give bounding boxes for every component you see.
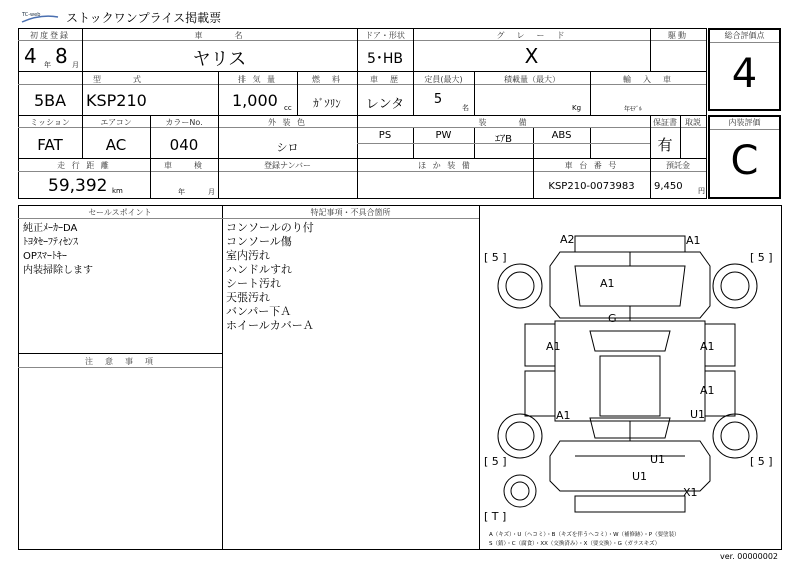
mission-label: ミッション: [30, 118, 70, 127]
displacement-label: 排 気 量: [237, 75, 278, 84]
fuel-label: 燃 料: [312, 75, 342, 84]
capacity: 5: [433, 92, 443, 107]
damage-code: A1: [700, 384, 715, 397]
damage-legend-line-2: S（錆）・C（腐食）・XX（交換済み）・X（要交換）・G（ガラスキズ）: [489, 541, 661, 547]
list-item: シート汚れ: [226, 277, 281, 290]
sales-points-list: [23, 222, 93, 278]
other-equipment-label: ほ か 装 備: [418, 161, 472, 170]
color-no: 040: [169, 136, 199, 154]
grade: X: [524, 44, 539, 68]
deposit-label: 預託金: [666, 161, 690, 170]
damage-code: A2: [560, 233, 575, 246]
tire-count-rear-right: [ 5 ]: [750, 455, 773, 468]
warranty: 有: [657, 136, 673, 154]
displacement-unit: cc: [284, 104, 292, 112]
list-item: バンパー下Ａ: [226, 305, 292, 318]
recall-label: 取説: [685, 118, 701, 127]
damage-code: U1: [650, 453, 666, 466]
list-item: ホイールカバーＡ: [226, 319, 314, 332]
exterior-color-label: 外 装 色: [267, 118, 308, 127]
remarks-list: [226, 221, 314, 333]
spare-tire-label: [ T ]: [484, 510, 507, 523]
damage-code: A1: [686, 234, 701, 247]
first-reg-month: 4: [24, 44, 37, 68]
history: レンタ: [365, 97, 405, 112]
damage-code: A1: [700, 340, 715, 353]
logo: [20, 10, 60, 22]
overall-score: 4: [731, 51, 758, 97]
mileage: 59,392: [48, 176, 108, 196]
equipment-airbag: ｴｱB: [495, 134, 512, 145]
mission: FAT: [37, 136, 63, 154]
interior-score-label: 内装評価: [710, 117, 779, 130]
first-reg-year-unit: 年: [44, 61, 51, 69]
model-prefix: 5BA: [33, 91, 67, 110]
list-item: ﾄﾖﾀｾｰﾌﾃｨｾﾝｽ: [23, 237, 78, 248]
overall-score-box: [708, 28, 781, 111]
deposit-unit: 円: [698, 187, 705, 195]
first-reg-label: 初度登録: [30, 31, 70, 40]
logo-text: TC-web: [22, 12, 41, 18]
list-item: OPｽﾏｰﾄｷｰ: [23, 251, 67, 262]
mileage-label: 走 行 距 離: [57, 161, 111, 170]
list-item: 内装掃除します: [23, 265, 93, 276]
overall-score-label: 総合評価点: [710, 30, 779, 43]
damage-code: A1: [600, 277, 615, 290]
tire-front-left-icon: [498, 264, 542, 308]
equipment-abs: ABS: [551, 130, 572, 141]
drive-label: 駆動: [668, 31, 688, 40]
list-item: 室内汚れ: [226, 249, 270, 262]
capacity-unit: 名: [462, 104, 469, 112]
damage-code: X1: [683, 486, 698, 499]
inspection-year-unit: 年: [178, 188, 185, 196]
history-label: 車 歴: [370, 75, 400, 84]
grade-label: グ レ ー ド: [496, 31, 567, 40]
tire-rear-left-icon: [498, 414, 542, 458]
remarks-label: 特記事項・不具合箇所: [310, 208, 391, 217]
tire-rear-right-icon: [713, 414, 757, 458]
damage-code: U1: [690, 408, 706, 421]
list-item: コンソールのり付: [226, 221, 314, 234]
damage-code: U1: [632, 470, 648, 483]
displacement: 1,000: [232, 91, 278, 110]
warranty-label: 保証書: [653, 118, 677, 127]
fuel: ｶﾞｿﾘﾝ: [313, 97, 341, 110]
first-reg-day: 8: [55, 44, 68, 68]
equipment-pw: PW: [435, 130, 452, 141]
damage-code: A1: [546, 340, 561, 353]
import-model: 年ﾓﾃﾞﾙ: [624, 106, 643, 113]
model: KSP210: [86, 91, 147, 110]
car-outline-icon: [525, 236, 735, 512]
tire-count-rear-left: [ 5 ]: [484, 455, 507, 468]
list-item: コンソール傷: [226, 235, 292, 248]
interior-score-box: [708, 115, 781, 199]
damage-code: G: [608, 312, 617, 325]
chassis-no-label: 車 台 番 号: [564, 161, 619, 170]
interior-score: C: [730, 138, 759, 184]
inspection-label: 車 検: [164, 161, 204, 170]
first-reg-month-unit: 月: [72, 61, 79, 69]
car-name: ヤリス: [192, 49, 247, 70]
notes-label: 注 意 事 項: [85, 357, 155, 366]
spare-tire-icon: [504, 475, 536, 507]
list-item: ハンドルすれ: [226, 263, 292, 276]
inspection-month-unit: 月: [208, 188, 215, 196]
list-item: 天張汚れ: [226, 291, 270, 304]
damage-code: A1: [556, 409, 571, 422]
capacity-label: 定員(最大): [424, 75, 463, 84]
exterior-color: シロ: [276, 141, 299, 154]
deposit: 9,450: [654, 181, 683, 192]
import-label: 輸 入 車: [623, 75, 673, 84]
tire-count-front-left: [ 5 ]: [484, 251, 507, 264]
model-type-label: 型 式: [93, 75, 143, 84]
tire-count-front-right: [ 5 ]: [750, 251, 773, 264]
equipment-label: 装 備: [478, 118, 529, 127]
equipment-ps: PS: [378, 130, 392, 141]
damage-legend-line-1: A（キズ）・U（ヘコミ）・B（キズを伴うヘコミ）・W（補修跡）・P（要塗装）: [489, 532, 680, 538]
list-item: 純正ﾒｰｶｰDA: [23, 223, 78, 234]
door-type-label: ドア・形状: [365, 31, 405, 40]
chassis-no: KSP210-0073983: [548, 181, 635, 192]
aircon: AC: [105, 136, 127, 154]
door-type: 5･HB: [366, 51, 404, 67]
load-label: 積載量（最大）: [504, 75, 560, 84]
aircon-label: エアコン: [100, 118, 132, 127]
mileage-unit: km: [112, 187, 123, 195]
load-unit: Kg: [572, 104, 582, 112]
color-no-label: カラーNo.: [165, 118, 203, 127]
car-damage-diagram: [480, 206, 781, 526]
sales-points-label: セールスポイント: [88, 208, 152, 217]
car-name-label: 車 名: [194, 31, 245, 40]
version-label: ver. 00000002: [719, 552, 778, 561]
tire-front-right-icon: [713, 264, 757, 308]
plate-label: 登録ナンバー: [263, 161, 312, 170]
page-title: ストックワンプライス掲載票: [66, 11, 222, 25]
